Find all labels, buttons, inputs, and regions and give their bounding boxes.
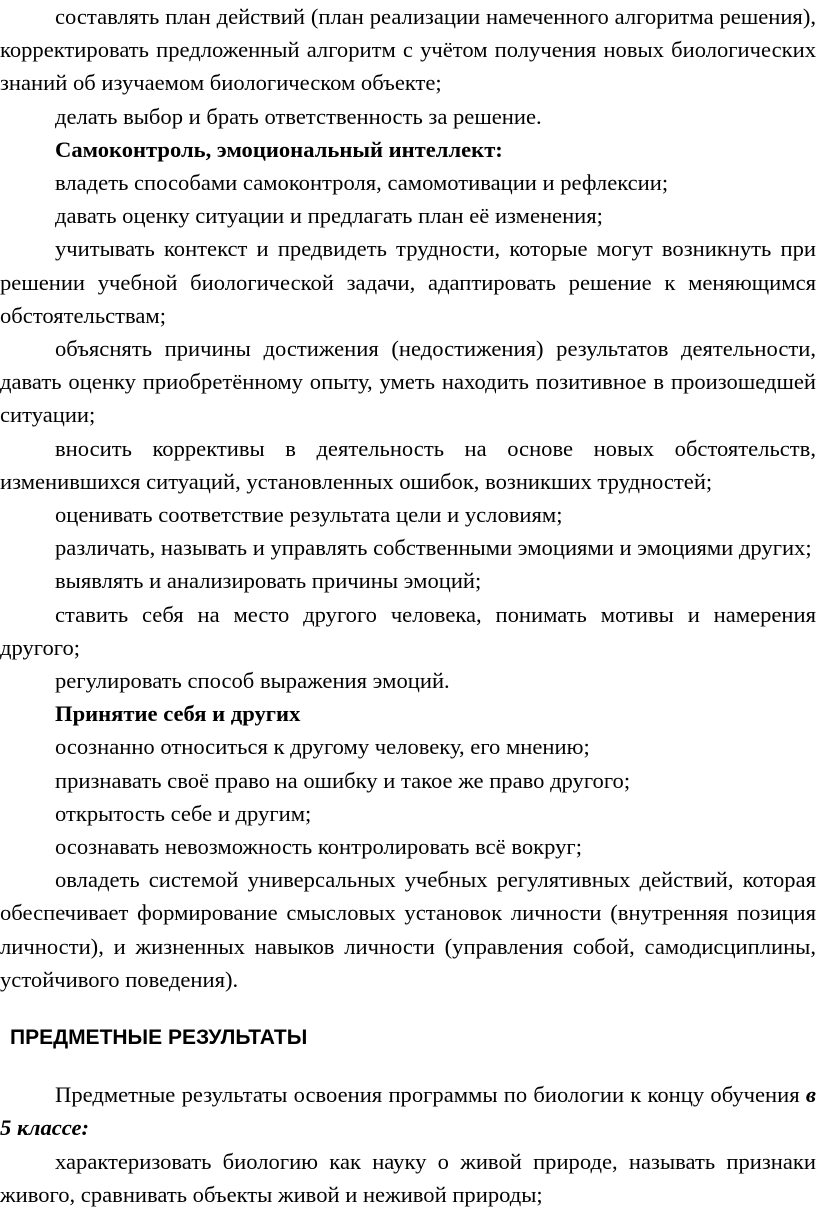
intro-emphasis: в 5 классе:	[0, 1082, 816, 1141]
paragraph-master-system: овладеть системой универсальных учебных регулятивных действий, которая обеспечивает формирование смысловых установок личности (внутренняя позиция личности), и жизненных навыков личности (управления собой, самодисциплины, устойчивого поведения).	[0, 867, 816, 992]
paragraph-situation-assessment: давать оценку ситуации и предлагать план её изменения;	[55, 203, 603, 229]
paragraph-self-control-methods: владеть способами самоконтроля, самомотивации и рефлексии;	[55, 170, 669, 196]
paragraph-analyze-emotions: выявлять и анализировать причины эмоций;	[55, 568, 482, 594]
section-title-subject-results: ПРЕДМЕТНЫЕ РЕЗУЛЬТАТЫ	[10, 1026, 308, 1050]
paragraph-evaluate-result: оценивать соответствие результата цели и условиям;	[55, 502, 563, 528]
paragraph-context-difficulties: учитывать контекст и предвидеть трудности, которые могут возникнуть при решении учебной биологической задачи, адаптировать решение к меняющимся обстоятельствам;	[0, 236, 816, 328]
heading-acceptance: Принятие себя и других	[55, 701, 301, 727]
paragraph-respect-others: осознанно относиться к другому человеку, его мнению;	[55, 734, 590, 760]
paragraph-cannot-control: осознавать невозможность контролировать всё вокруг;	[55, 834, 582, 860]
paragraph-empathy: ставить себя на место другого человека, понимать мотивы и намерения другого;	[0, 601, 816, 660]
intro-text: Предметные результаты освоения программы по биологии к концу обучения	[55, 1082, 806, 1108]
paragraph-manage-emotions: различать, называть и управлять собственными эмоциями и эмоциями других;	[55, 535, 812, 561]
paragraph-action-plan: составлять план действий (план реализации намеченного алгоритма решения), корректировать предложенный алгоритм с учётом получения новых биологических знаний об изучаемом биологическом объекте;	[0, 4, 816, 96]
paragraph-corrections: вносить коррективы в деятельность на основе новых обстоятельств, изменившихся ситуаций, установленных ошибок, возникших трудностей;	[0, 435, 816, 494]
paragraph-regulate-expression: регулировать способ выражения эмоций.	[55, 668, 450, 694]
paragraph-characterize-biology: характеризовать биологию как науку о живой природе, называть признаки живого, сравнивать объекты живой и неживой природы;	[0, 1148, 816, 1207]
paragraph-right-to-error: признавать своё право на ошибку и такое же право другого;	[55, 767, 631, 793]
paragraph-openness: открытость себе и другим;	[55, 800, 312, 826]
paragraph-responsibility: делать выбор и брать ответственность за решение.	[55, 103, 542, 129]
heading-self-control: Самоконтроль, эмоциональный интеллект:	[55, 136, 503, 162]
paragraph-intro	[0, 1078, 816, 1144]
paragraph-explain-results: объяснять причины достижения (недостижения) результатов деятельности, давать оценку приобретённому опыту, уметь находить позитивное в произошедшей ситуации;	[0, 336, 816, 428]
